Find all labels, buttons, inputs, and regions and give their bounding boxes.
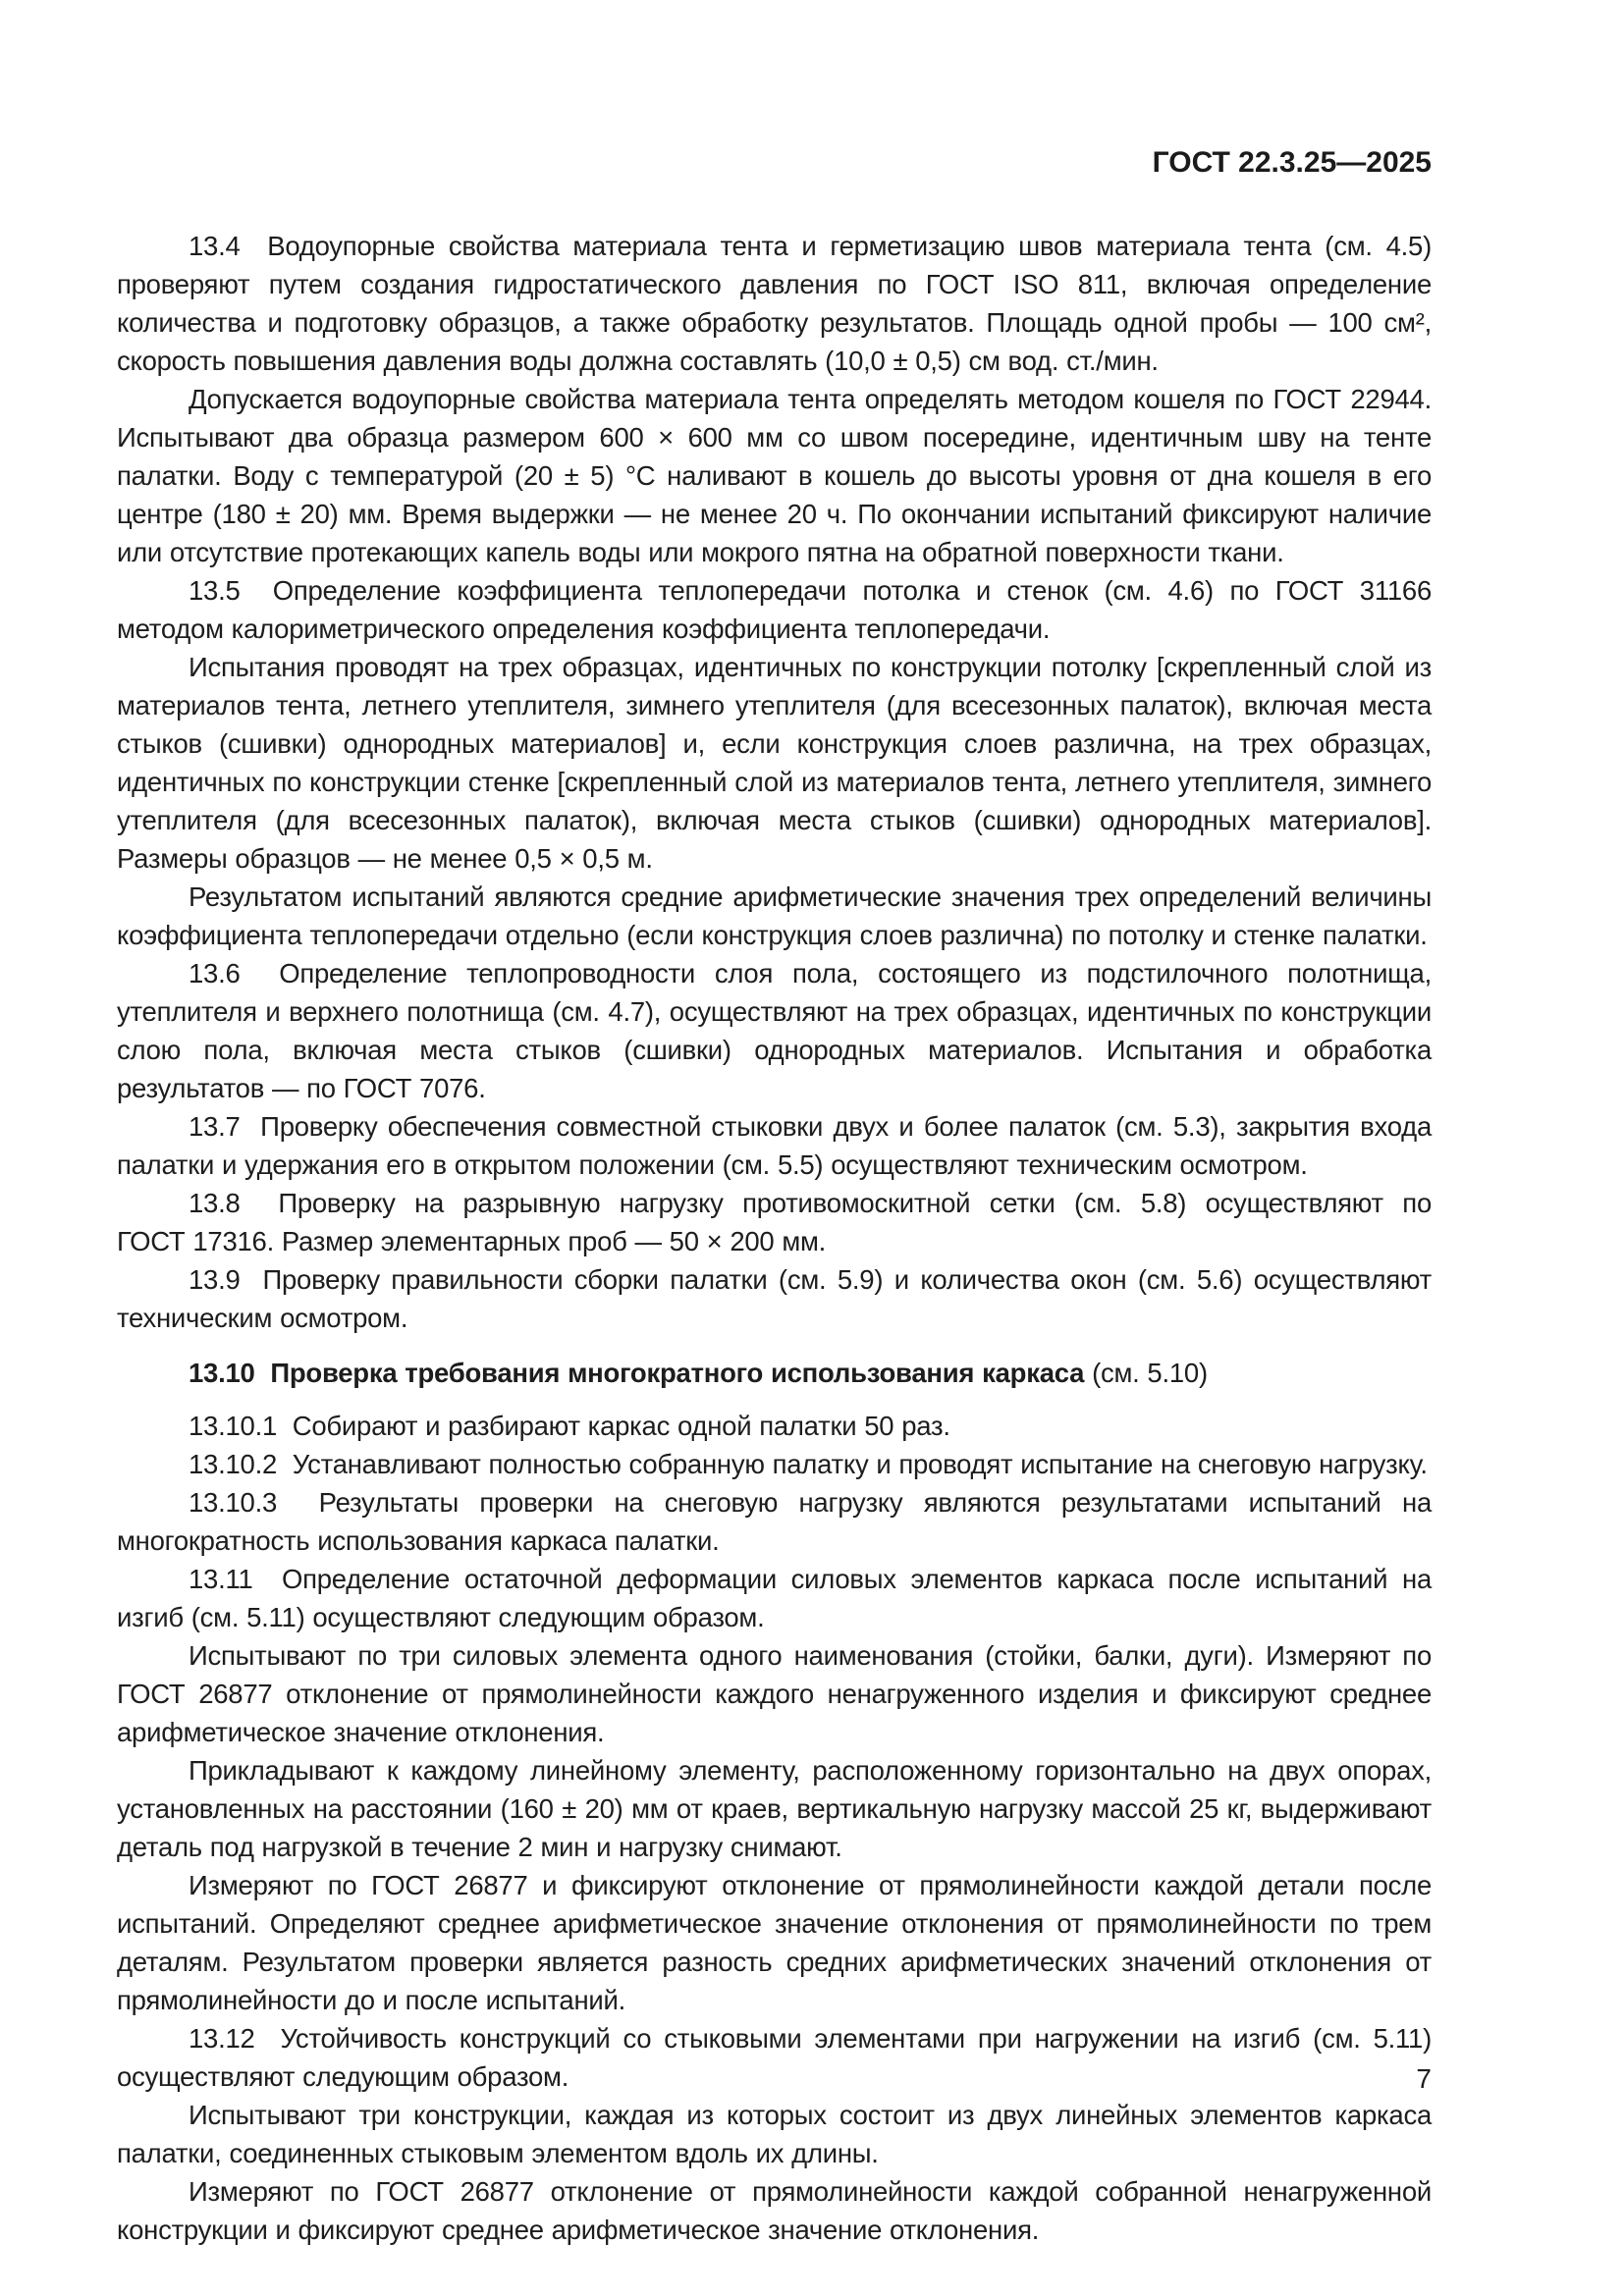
section-heading-13-10	[117, 1354, 1432, 1392]
para-koshel-method: Допускается водоупорные свойства материала тента определять методом кошеля по ГОСТ 22944. Испытывают два образца размером 600 × 600 мм со швом посередине, идентичным шву на тенте палатки. Воду с температурой (20 ± 5) °С наливают в кошель до высоты уровня от дна кошеля в его центре (180 ± 20) мм. Время выдержки — не менее 20 ч. По окончании испытаний фиксируют наличие или отсутствие протекающих капель воды или мокрого пятна на обратной поверхности ткани.	[117, 384, 1432, 567]
para-test-results: Результатом испытаний являются средние арифметические значения трех определений величины коэффициента теплопередачи отдельно (если конструкция слоев различна) по потолку и стенке палатки.	[117, 881, 1432, 950]
para-13-6: 13.6 Определение теплопроводности слоя пола, состоящего из подстилочного полотнища, утеплителя и верхнего полотнища (см. 4.7), осуществляют на трех образцах, идентичных по конструкции слою пола, включая места стыков (сшивки) однородных материалов. Испытания и обработка результатов — по ГОСТ 7076.	[117, 958, 1432, 1103]
running-header-standard-code: ГОСТ 22.3.25—2025	[1152, 146, 1432, 179]
para-measure-deviation: Измеряют по ГОСТ 26877 и фиксируют отклонение от прямолинейности каждой детали после испытаний. Определяют среднее арифметическое значение отклонения от прямолинейности по трем деталям. Результатом проверки является разность средних арифметических значений отклонения от прямолинейности до и после испытаний.	[117, 1870, 1432, 2015]
para-13-10-2: 13.10.2 Устанавливают полностью собранную палатку и проводят испытание на снеговую нагрузку.	[189, 1449, 1428, 1479]
section-heading-reference: (см. 5.10)	[1084, 1358, 1208, 1388]
para-13-9: 13.9 Проверку правильности сборки палатки (см. 5.9) и количества окон (см. 5.6) осуществляют техническим осмотром.	[117, 1264, 1432, 1333]
section-heading-title: 13.10 Проверка требования многократного использования каркаса	[189, 1358, 1085, 1388]
para-13-8: 13.8 Проверку на разрывную нагрузку противомоскитной сетки (см. 5.8) осуществляют по ГОСТ 17316. Размер элементарных проб — 50 × 200 мм.	[117, 1188, 1432, 1256]
para-three-elements: Испытывают по три силовых элемента одного наименования (стойки, балки, дуги). Измеряют по ГОСТ 26877 отклонение от прямолинейности каждого ненагруженного изделия и фиксируют среднее арифметическое значение отклонения.	[117, 1640, 1432, 1747]
para-13-10-3: 13.10.3 Результаты проверки на снеговую нагрузку являются результатами испытаний на многократность использования каркаса палатки.	[117, 1487, 1432, 1556]
para-13-5: 13.5 Определение коэффициента теплопередачи потолка и стенок (см. 4.6) по ГОСТ 31166 методом калориметрического определения коэффициента теплопередачи.	[117, 575, 1432, 644]
para-13-10-1: 13.10.1 Собирают и разбирают каркас одной палатки 50 раз.	[189, 1411, 950, 1441]
para-load-application: Прикладывают к каждому линейному элементу, расположенному горизонтально на двух опорах, установленных на расстоянии (160 ± 20) мм от краев, вертикальную нагрузку массой 25 кг, выдерживают деталь под нагрузкой в течение 2 мин и нагрузку снимают.	[117, 1755, 1432, 1862]
para-three-samples: Испытания проводят на трех образцах, идентичных по конструкции потолку [скрепленный слой из материалов тента, летнего утеплителя, зимнего утеплителя (для всесезонных палаток), включая места стыков (сшивки) однородных материалов] и, если конструкция слоев различна, на трех образцах, идентичных по конструкции стенке [скрепленный слой из материалов тента, летнего утеплителя, зимнего утеплителя (для всесезонных палаток), включая места стыков (сшивки) однородных материалов]. Размеры образцов — не менее 0,5 × 0,5 м.	[117, 652, 1432, 874]
para-three-constructions: Испытывают три конструкции, каждая из которых состоит из двух линейных элементов каркаса палатки, соединенных стыковым элементом вдоль их длины.	[117, 2100, 1432, 2168]
para-measure-assembled: Измеряют по ГОСТ 26877 отклонение от прямолинейности каждой собранной ненагруженной конструкции и фиксируют среднее арифметическое значение отклонения.	[117, 2176, 1432, 2245]
para-13-11: 13.11 Определение остаточной деформации силовых элементов каркаса после испытаний на изгиб (см. 5.11) осуществляют следующим образом.	[117, 1564, 1432, 1632]
para-13-12: 13.12 Устойчивость конструкций со стыковыми элементами при нагружении на изгиб (см. 5.11) осуществляют следующим образом.	[117, 2023, 1432, 2092]
para-13-7: 13.7 Проверку обеспечения совместной стыковки двух и более палаток (см. 5.3), закрытия входа палатки и удержания его в открытом положении (см. 5.5) осуществляют техническим осмотром.	[117, 1111, 1432, 1180]
document-body	[117, 227, 1432, 2249]
para-13-4: 13.4 Водоупорные свойства материала тента и герметизацию швов материала тента (см. 4.5) проверяют путем создания гидростатического давления по ГОСТ ISO 811, включая определение количества и подготовку образцов, а также обработку результатов. Площадь одной пробы — 100 см², скорость повышения давления воды должна составлять (10,0 ± 0,5) см вод. ст./мин.	[117, 231, 1432, 376]
page-number: 7	[1416, 2063, 1432, 2094]
